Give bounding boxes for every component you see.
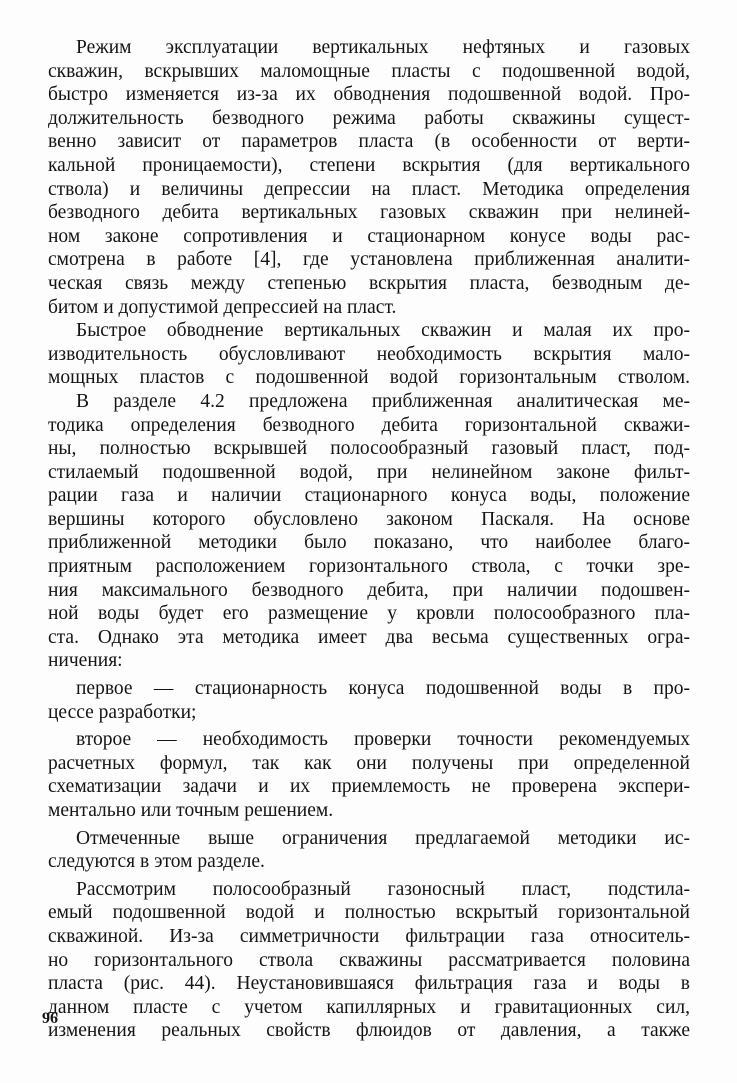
text-line: схематизации задачи и их приемлемость не проверена экспери- bbox=[48, 776, 690, 798]
text-line: ничения: bbox=[48, 650, 123, 672]
text-line: ческая связь между степенью вскрытия пласта, безводным де- bbox=[48, 272, 690, 294]
text-line: пласта (рис. 44). Неустановившаяся фильтрация газа и воды в bbox=[48, 973, 690, 995]
text-line: изводительность обусловливают необходимость вскрытия мало- bbox=[48, 343, 690, 365]
text-line: ствола) и величины депрессии на пласт. Методика определения bbox=[48, 178, 690, 200]
text-line: В разделе 4.2 предложена приближенная аналитическая ме- bbox=[76, 390, 690, 412]
text-line: цессе разработки; bbox=[48, 701, 197, 723]
paragraph-6 bbox=[48, 827, 690, 874]
text-line: емый подошвенной водой и полностью вскрытый горизонтальной bbox=[48, 902, 690, 924]
text-line: должительность безводного режима работы скважины сущест- bbox=[48, 107, 690, 129]
text-line: кальной проницаемости), степени вскрытия (для вертикального bbox=[48, 154, 690, 176]
text-line: битом и допустимой депрессией на пласт. bbox=[48, 296, 397, 318]
text-line: ной воды будет его размещение у кровли полосообразного пла- bbox=[48, 603, 690, 625]
paragraph-3 bbox=[48, 390, 690, 673]
text-line: стилаемый подошвенной водой, при нелинейном законе фильт- bbox=[48, 461, 690, 483]
text-line: первое — стационарность конуса подошвенной воды в про- bbox=[76, 678, 690, 700]
text-line: следуются в этом разделе. bbox=[48, 851, 265, 873]
paragraph-2 bbox=[48, 319, 690, 390]
text-line: ментально или точным решением. bbox=[48, 800, 334, 821]
text-line: ном законе сопротивления и стационарном конусе воды рас- bbox=[48, 225, 690, 247]
text-line: тодика определения безводного дебита горизонтальной скважи- bbox=[48, 414, 690, 436]
text-line: Отмеченные выше ограничения предлагаемой методики ис- bbox=[76, 827, 690, 849]
body-text bbox=[48, 36, 690, 1043]
text-line: данном пласте с учетом капиллярных и гравитационных сил, bbox=[48, 996, 690, 1018]
list-item-first bbox=[48, 677, 690, 724]
text-line: второе — необходимость проверки точности рекомендуемых bbox=[76, 729, 690, 751]
text-line: рации газа и наличии стационарного конуса воды, положение bbox=[48, 485, 690, 507]
text-line: ния максимального безводного дебита, при наличии подошвен- bbox=[48, 579, 690, 601]
text-line: Быстрое обводнение вертикальных скважин и малая их про- bbox=[76, 320, 690, 342]
text-line: приближенной методики было показано, что наиболее благо- bbox=[48, 532, 690, 554]
text-line: скважин, вскрывших маломощные пласты с подошвенной водой, bbox=[48, 60, 690, 82]
text-line: скважиной. Из-за симметричности фильтрации газа относитель- bbox=[48, 925, 690, 947]
text-line: мощных пластов с подошвенной водой горизонтальным стволом. bbox=[48, 367, 690, 389]
page-number: 96 bbox=[42, 1010, 58, 1027]
text-line: быстро изменяется из-за их обводнения подошвенной водой. Про- bbox=[48, 84, 690, 106]
text-line: вершины которого обусловлено законом Паскаля. На основе bbox=[48, 508, 690, 530]
paragraph-7 bbox=[48, 878, 690, 1043]
paragraph-1 bbox=[48, 36, 690, 319]
text-line: ны, полностью вскрывшей полосообразный газовый пласт, под- bbox=[48, 438, 690, 460]
text-line: венно зависит от параметров пласта (в особенности от верти- bbox=[48, 131, 690, 153]
text-line: расчетных формул, так как они получены при определенной bbox=[48, 752, 690, 774]
text-line: Режим эксплуатации вертикальных нефтяных и газовых bbox=[76, 37, 690, 58]
text-line: ста. Однако эта методика имеет два весьма существенных огра- bbox=[48, 626, 690, 648]
list-item-second bbox=[48, 728, 690, 822]
text-line: изменения реальных свойств флюидов от давления, а также bbox=[48, 1020, 690, 1042]
text-line: приятным расположением горизонтального ствола, с точки зре- bbox=[48, 556, 690, 578]
text-line: смотрена в работе [4], где установлена приближенная аналити- bbox=[48, 249, 690, 271]
text-line: безводного дебита вертикальных газовых скважин при нелиней- bbox=[48, 202, 690, 224]
text-line: но горизонтального ствола скважины рассматривается половина bbox=[48, 949, 690, 971]
text-line: Рассмотрим полосообразный газоносный пласт, подстила- bbox=[76, 878, 690, 900]
